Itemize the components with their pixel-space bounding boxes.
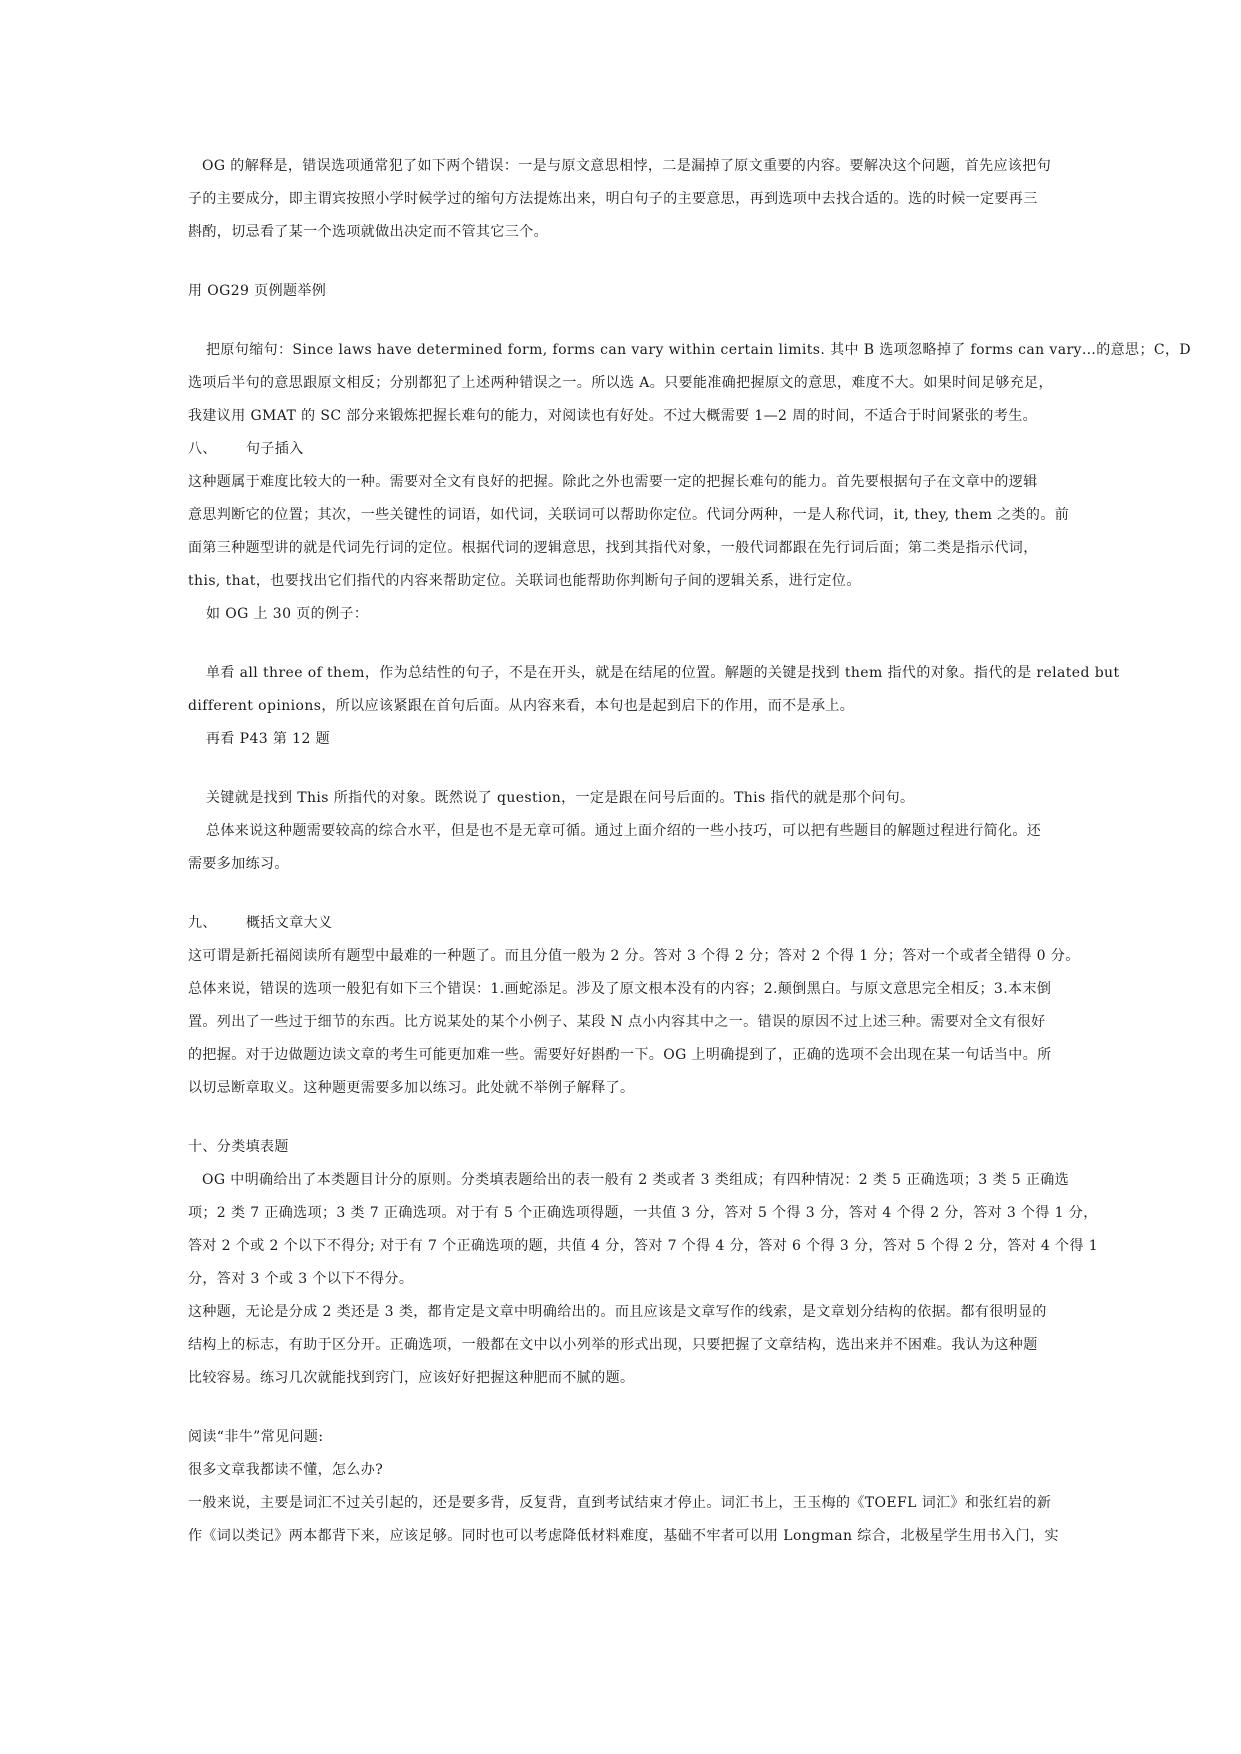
example-heading: 用 OG29 页例题举例	[188, 283, 327, 299]
paragraph-line: different opinions，所以应该紧跟在首句后面。从内容来看，本句也是起到启下的作用，而不是承上。	[188, 698, 855, 714]
paragraph-line: 一般来说，主要是词汇不过关引起的，还是要多背，反复背，直到考试结束才停止。词汇书上，王玉梅的《TOEFL 词汇》和张红岩的新	[188, 1495, 1052, 1511]
paragraph-line: 斟酌，切忌看了某一个选项就做出决定而不管其它三个。	[188, 224, 548, 240]
paragraph-line: 置。列出了一些过于细节的东西。比方说某处的某个小例子、某段 N 点小内容其中之一。错误的原因不过上述三种。需要对全文有很好	[188, 1014, 1046, 1030]
paragraph-line: 作《词以类记》两本都背下来，应该足够。同时也可以考虑降低材料难度，基础不牢者可以用 Longman 综合，北极星学生用书入门，实	[188, 1528, 1059, 1544]
document-page	[188, 150, 1191, 1553]
section-heading-8	[188, 433, 1058, 466]
paragraph-line: 意思判断它的位置；其次，一些关键性的词语，如代词，关联词可以帮助你定位。代词分两种，一是人称代词，it, they, them 之类的。前	[188, 507, 1070, 523]
paragraph-line: OG 中明确给出了本类题目计分的原则。分类填表题给出的表一般有 2 类或者 3 类组成；有四种情况：2 类 5 正确选项；3 类 5 正确选	[202, 1172, 1070, 1188]
paragraph-line: 的把握。对于边做题边读文章的考生可能更加难一些。需要好好斟酌一下。OG 上明确提到了，正确的选项不会出现在某一句话当中。所	[188, 1047, 1052, 1063]
section-10-paragraph	[188, 1164, 1099, 1395]
section-8-paragraph	[188, 466, 1070, 598]
example-label: 如 OG 上 30 页的例子：	[206, 606, 369, 622]
paragraph-line: 结构上的标志，有助于区分开。正确选项，一般都在文中以小列举的形式出现，只要把握了文章结构，选出来并不困难。我认为这种题	[188, 1337, 1038, 1353]
paragraph-line: 选项后半句的意思跟原文相反；分别都犯了上述两种错误之一。所以选 A。只要能准确把握原文的意思，难度不大。如果时间足够充足，	[188, 375, 1053, 391]
paragraph-line: 单看 all three of them，作为总结性的句子，不是在开头，就是在结尾的位置。解题的关键是找到 them 指代的对象。指代的是 related but	[206, 665, 1120, 681]
example-1-paragraph	[188, 657, 1120, 723]
paragraph-line: 这种题，无论是分成 2 类还是 3 类，都肯定是文章中明确给出的。而且应该是文章写作的线索，是文章划分结构的依据。都有很明显的	[188, 1304, 1047, 1320]
section-heading-9	[188, 907, 1058, 940]
paragraph-line: 答对 2 个或 2 个以下不得分; 对于有 7 个正确选项的题，共值 4 分，答对 7 个得 4 分，答对 6 个得 3 分，答对 5 个得 2 分，答对 4 个得 1	[188, 1238, 1099, 1254]
paragraph-line: 比较容易。练习几次就能找到窍门，应该好好把握这种肥而不腻的题。	[188, 1370, 635, 1386]
og-explanation-paragraph	[188, 150, 1058, 249]
paragraph-line: 子的主要成分，即主谓宾按照小学时候学过的缩句方法提炼出来，明白句子的主要意思，再到选项中去找合适的。选的时候一定要再三	[188, 191, 1038, 207]
paragraph-line: 面第三种题型讲的就是代词先行词的定位。根据代词的逻辑意思，找到其指代对象，一般代词都跟在先行词后面；第二类是指示代词，	[188, 540, 1038, 556]
paragraph-line: 我建议用 GMAT 的 SC 部分来锻炼把握长难句的能力，对阅读也有好处。不过大概需要 1—2 周的时间，不适合于时间紧张的考生。	[188, 408, 1038, 424]
paragraph-line: 以切忌断章取义。这种题更需要多加以练习。此处就不举例子解释了。	[188, 1080, 635, 1096]
paragraph-line: 关键就是找到 This 所指代的对象。既然说了 question，一定是跟在问号后面的。This 指代的就是那个问句。	[206, 790, 915, 806]
section-number: 九、	[188, 915, 217, 931]
paragraph-line: 需要多加练习。	[188, 856, 289, 872]
section-heading-10: 十、分类填表题	[188, 1139, 289, 1155]
paragraph-line: 这种题属于难度比较大的一种。需要对全文有良好的把握。除此之外也需要一定的把握长难句的能力。首先要根据句子在文章中的逻辑	[188, 474, 1038, 490]
paragraph-line: 总体来说，错误的选项一般犯有如下三个错误：1.画蛇添足。涉及了原文根本没有的内容；2.颠倒黑白。与原文意思完全相反；3.本末倒	[188, 981, 1052, 997]
faq-question: 很多文章我都读不懂，怎么办?	[188, 1462, 384, 1478]
section-title: 概括文章大义	[246, 915, 333, 931]
paragraph-line: 这可谓是新托福阅读所有题型中最难的一种题了。而且分值一般为 2 分。答对 3 个得 2 分；答对 2 个得 1 分；答对一个或者全错得 0 分。	[188, 948, 1080, 964]
faq-heading: 阅读“非牛”常见问题:	[188, 1429, 324, 1445]
section-number: 八、	[188, 441, 217, 457]
section-title: 句子插入	[246, 441, 304, 457]
paragraph-line: 项；2 类 7 正确选项；3 类 7 正确选项。对于有 5 个正确选项得题，一共值 3 分，答对 5 个得 3 分，答对 4 个得 2 分，答对 3 个得 1 分，	[188, 1205, 1098, 1221]
paragraph-line: 总体来说这种题需要较高的综合水平，但是也不是无章可循。通过上面介绍的一些小技巧，可以把有些题目的解题过程进行简化。还	[206, 823, 1042, 839]
paragraph-line: OG 的解释是，错误选项通常犯了如下两个错误：一是与原文意思相悖，二是漏掉了原文重要的内容。要解决这个问题，首先应该把句	[202, 158, 1052, 174]
faq-answer-paragraph	[188, 1487, 1058, 1553]
example-paragraph	[188, 334, 1191, 433]
paragraph-line: 把原句缩句：Since laws have determined form, forms can vary within certain limits. 其中 B 选项忽略掉了 forms can vary…的意思；C，D	[206, 342, 1191, 358]
example-label: 再看 P43 第 12 题	[206, 731, 331, 747]
paragraph-line: this, that，也要找出它们指代的内容来帮助定位。关联词也能帮助你判断句子间的逻辑关系，进行定位。	[188, 573, 861, 589]
example-2-paragraph	[188, 782, 1058, 881]
section-9-paragraph	[188, 940, 1080, 1105]
paragraph-line: 分，答对 3 个或 3 个以下不得分。	[188, 1271, 414, 1287]
